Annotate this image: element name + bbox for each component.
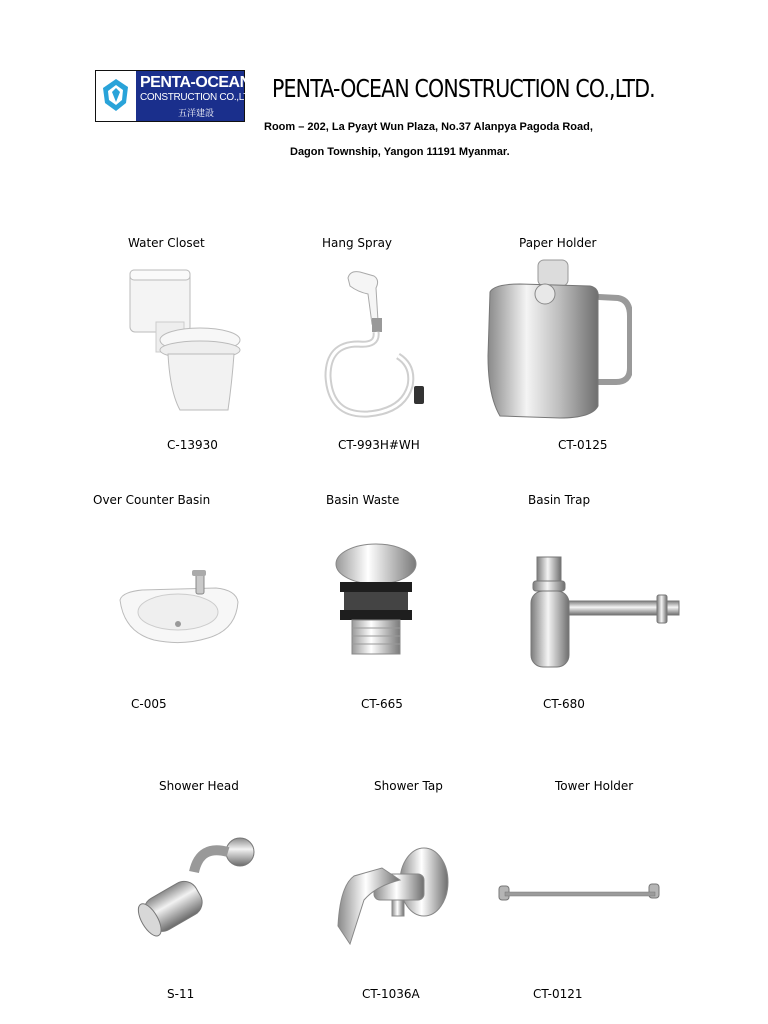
product-code-basin-waste: CT-665 [361,697,403,711]
shower-head-icon [130,832,260,944]
product-label-basin-trap: Basin Trap [528,493,591,507]
logo-text-line1: PENTA-OCEAN [140,74,251,91]
logo-mark-icon [96,71,136,121]
product-code-shower-tap: CT-1036A [362,987,420,1001]
logo-text-line3: 五洋建設 [178,108,215,118]
basin-icon [112,560,244,650]
paper-holder-icon [480,256,632,426]
product-code-towel-holder: CT-0121 [533,987,583,1001]
product-code-basin: C-005 [131,697,167,711]
product-label-shower-head: Shower Head [159,779,239,793]
product-label-paper-holder: Paper Holder [519,236,597,250]
company-logo [95,70,259,122]
hang-spray-icon [318,266,428,421]
product-label-shower-tap: Shower Tap [374,779,443,793]
product-label-basin: Over Counter Basin [93,493,211,507]
product-code-hang-spray: CT-993H#WH [338,438,420,452]
product-label-towel-holder: Tower Holder [555,779,634,793]
logo-text-line2: CONSTRUCTION CO.,LTD. [140,92,259,103]
product-code-water-closet: C-13930 [167,438,218,452]
towel-holder-icon [497,880,661,904]
water-closet-icon [118,262,248,417]
product-label-water-closet: Water Closet [128,236,205,250]
product-label-basin-waste: Basin Waste [326,493,400,507]
product-code-shower-head: S-11 [167,987,195,1001]
product-label-hang-spray: Hang Spray [322,236,393,250]
basin-waste-icon [330,542,422,658]
address-line-1: Room – 202, La Pyayt Wun Plaza, No.37 Alanpya Pagoda Road, [264,121,593,133]
product-code-basin-trap: CT-680 [543,697,585,711]
product-code-paper-holder: CT-0125 [558,438,608,452]
address-line-2: Dagon Township, Yangon 11191 Myanmar. [290,146,510,158]
company-name: PENTA-OCEAN CONSTRUCTION CO.,LTD. [272,74,655,103]
shower-tap-icon [330,846,452,946]
basin-trap-icon [527,553,682,673]
